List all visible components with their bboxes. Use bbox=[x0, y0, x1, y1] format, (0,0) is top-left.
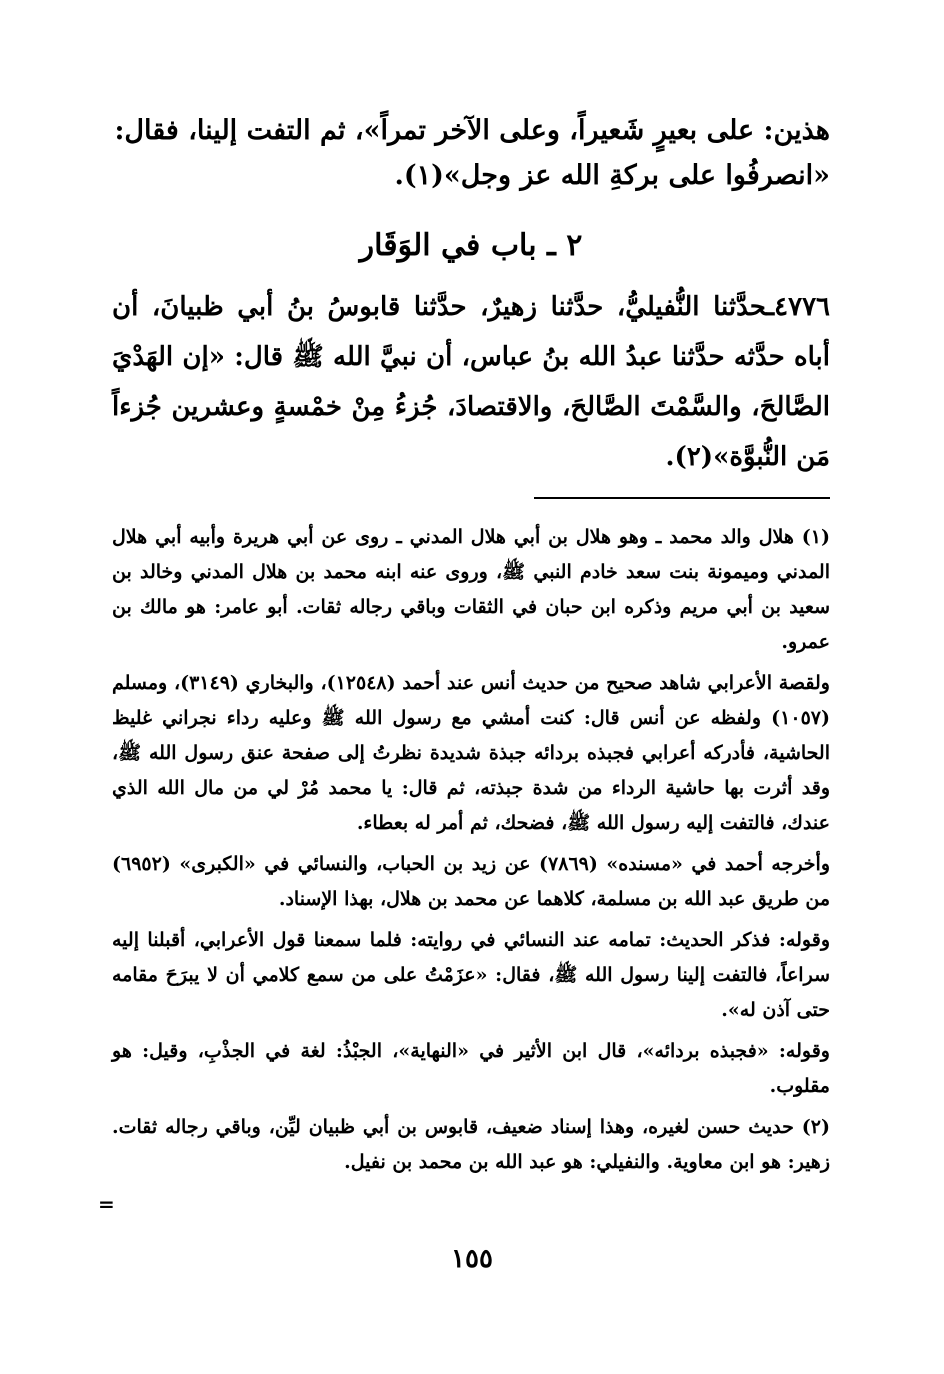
footnote-paragraph: (٢) حديث حسن لغيره، وهذا إسناد ضعيف، قابوس بن أبي ظبيان ليِّن، وباقي رجاله ثقات. زهير: هو ابن معاوية. والنفيلي: هو عبد الله بن محمد بن نفيل. bbox=[112, 1116, 830, 1173]
footnote-paragraph: وأخرجه أحمد في «مسنده» (٧٨٦٩) عن زيد بن الحباب، والنسائي في «الكبرى» (٦٩٥٢) من طريق عبد الله بن مسلمة، كلاهما عن محمد بن هلال، بهذا الإسناد. bbox=[112, 853, 830, 910]
footnote-paragraph: ولقصة الأعرابي شاهد صحيح من حديث أنس عند أحمد (١٢٥٤٨)، والبخاري (٣١٤٩)، ومسلم (١٠٥٧) ولفظه عن أنس قال: كنت أمشي مع رسول الله ﷺ وعليه رداء نجراني غليظ الحاشية، فأدركه أعرابي فجبذه بردائه جبذة شديدة نظرتُ إلى صفحة عنق رسول الله ﷺ، وقد أثرت بها حاشية الرداء من شدة جبذته، ثم قال: يا محمد مُرْ لي من مال الله الذي عندك، فالتفت إليه رسول الله ﷺ، فضحك، ثم أمر له بعطاء. bbox=[112, 672, 830, 834]
main-text bbox=[112, 108, 830, 198]
page-number: ١٥٥ bbox=[451, 1244, 493, 1274]
chapter-title: ٢ ـ باب في الوَقَار bbox=[359, 228, 583, 263]
hadith-text: ٤٧٧٦ـحدَّثنا النُّفيليُّ، حدَّثنا زهيرٌ، حدَّثنا قابوسُ بنُ أبي ظبيانَ، أن أباه حدَّثه حدَّثنا عبدُ الله بنُ عباس، أن نبيَّ الله ﷺ قال: «إن الهَدْيَ الصَّالحَ، والسَّمْتَ الصَّالحَ، والاقتصادَ، جُزءُ مِنْ خمْسةٍ وعشرين جُزءاً مَن النُّبوَّة»(٢). bbox=[112, 292, 830, 472]
main-text-line-1: هذين: على بعيرٍ شَعيراً، وعلى الآخر تمراً»، ثم التفت إلينا، فقال: bbox=[114, 115, 830, 146]
continuation-mark: = bbox=[98, 1192, 115, 1216]
footnotes bbox=[112, 520, 830, 1186]
footnote-paragraph: وقوله: فذكر الحديث: تمامه عند النسائي في روايته: فلما سمعنا قول الأعرابي، أقبلنا إليه سراعاً، فالتفت إلينا رسول الله ﷺ، فقال: «عزَمْتُ على من سمع كلامي أن لا يبرَحَ مقامه حتى آذن له». bbox=[112, 929, 830, 1021]
main-text-line-2: «انصرفُوا على بركةِ الله عز وجل»(١). bbox=[394, 160, 830, 191]
hadith-4776 bbox=[112, 282, 830, 482]
footnote-paragraph: وقوله: «فجبذه بردائه»، قال ابن الأثير في «النهاية»، الجبْذُ: لغة في الجذْبِ، وقيل: هو مقلوب. bbox=[112, 1040, 830, 1097]
footnote-divider bbox=[534, 497, 830, 499]
footnote-paragraph: (١) هلال والد محمد ـ وهو هلال بن أبي هلال المدني ـ روى عن أبي هريرة وأبيه أبي هلال المدني وميمونة بنت سعد خادم النبي ﷺ، وروى عنه ابنه محمد بن هلال المدني وخالد بن سعيد بن أبي مريم وذكره ابن حبان في الثقات وباقي رجاله ثقات. أبو عامر: هو مالك بن عمرو. bbox=[112, 526, 830, 653]
